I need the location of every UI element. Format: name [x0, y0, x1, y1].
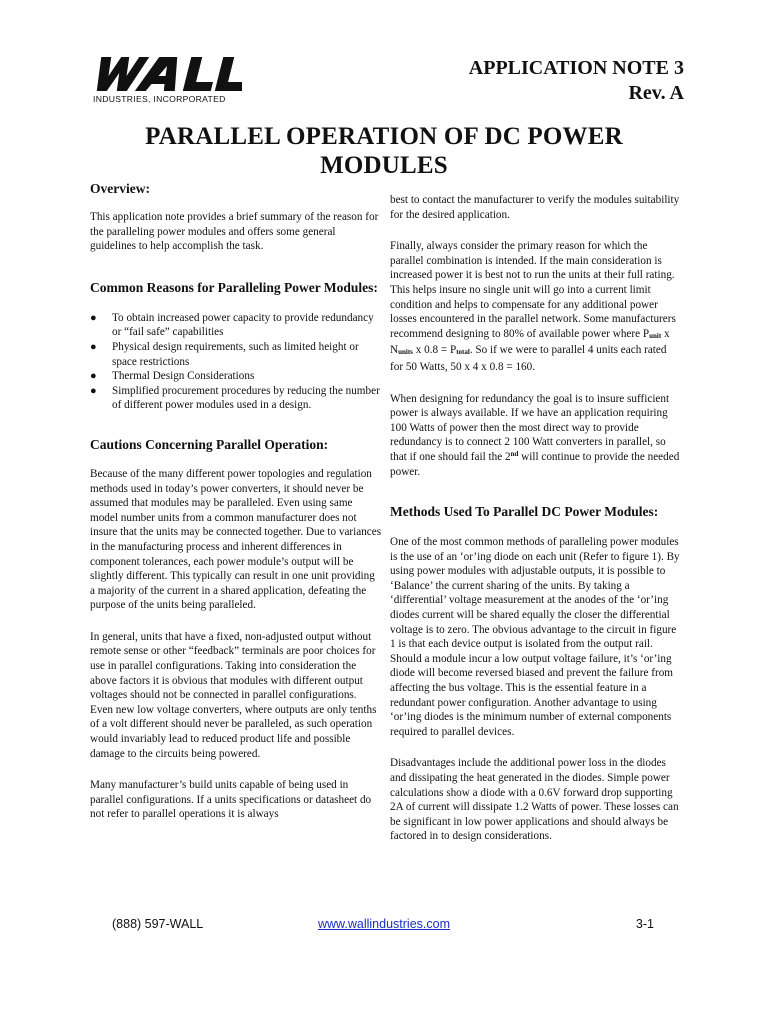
bullet-icon: ●	[90, 340, 97, 353]
logo-subtitle: INDUSTRIES, INCORPORATED	[93, 94, 226, 104]
cautions-paragraph-3: Many manufacturer’s build units capable of being used in parallel configurations. If a units specifications or datasheet do not refer to parallel operations it is always	[90, 779, 372, 821]
redundancy-text-a: When designing for redundancy the goal is to insure sufficient power is always available. If we have an application requiring 100 Watts of power then the most direct way to provide redundancy is to connect 2 100 Watt converters in parallel, so that if one should fail the 2	[390, 392, 670, 463]
continued-paragraph: best to contact the manufacturer to verify the modules suitability for the desired application.	[390, 194, 680, 221]
overview-heading: Overview:	[90, 181, 150, 196]
footer-page-number: 3-1	[635, 917, 654, 931]
formula-sub-unit: unit	[649, 331, 662, 340]
list-item-text: To obtain increased power capacity to provide redundancy or “fail safe” capabilities	[112, 311, 374, 339]
ordinal-sup: nd	[510, 449, 519, 458]
company-logo	[92, 54, 242, 106]
formula-p-total: P	[449, 344, 457, 357]
formula-sub-units: units	[398, 348, 413, 357]
page-title	[0, 122, 768, 180]
list-item-text: Thermal Design Considerations	[112, 370, 255, 383]
list-item	[90, 369, 382, 384]
revision-label: Rev. A	[628, 82, 684, 104]
note-header	[469, 56, 684, 106]
formula-p-unit: P	[642, 327, 650, 340]
reasons-heading: Common Reasons for Paralleling Power Modules:	[90, 279, 378, 295]
cautions-heading: Cautions Concerning Parallel Operation:	[90, 436, 329, 452]
title-line-2: MODULES	[320, 152, 448, 179]
formula-eq: x 0.8 =	[412, 344, 450, 357]
redundancy-paragraph	[390, 392, 682, 480]
reasons-list	[90, 311, 382, 413]
overview-paragraph: This application note provides a brief summary of the reason for the paralleling power modules and offers some general guidelines to help accomplish the task.	[90, 211, 379, 253]
list-item	[90, 384, 382, 413]
list-item-text: Simplified procurement procedures by reducing the number of different power modules used in a design.	[112, 384, 380, 412]
formula-n-units: N	[390, 344, 399, 357]
footer-website-link[interactable]: www.wallindustries.com	[318, 917, 450, 931]
bullet-icon: ●	[90, 370, 97, 383]
redundancy-text-b: will continue to provide the needed power.	[390, 450, 680, 478]
wall-logo-mark	[92, 54, 242, 94]
bullet-icon: ●	[90, 311, 97, 324]
finally-text-a: Finally, always consider the primary reason for which the parallel combination is intended. If the main consideration is increased power it is best not to run the units at their full rating. This helps insure no single unit will go into a current limit condition and helps to compensate for any additional power losses encountered in the parallel network. Some manufacturers recommend designing to 80% of available power where	[390, 240, 676, 340]
footer-phone: (888) 597-WALL	[112, 917, 204, 931]
title-line-1: PARALLEL OPERATION OF DC POWER	[145, 123, 623, 150]
formula-sub-total: total	[456, 348, 470, 357]
list-item-text: Physical design requirements, such as limited height or space restrictions	[112, 340, 359, 368]
right-column	[390, 193, 682, 844]
finally-text-b: . So if we were to parallel 4 units each rated for 50 Watts, 50 x 4 x 0.8 = 160.	[390, 344, 667, 373]
methods-paragraph-2: Disadvantages include the additional power loss in the diodes and dissipating the heat generated in the diodes. Simple power calculations show a diode with a 0.6V forward drop supporting 2A of current will dissipate 1.2 Watts of power. These losses can be significant in low power applications and should always be factored in to design considerations.	[390, 757, 679, 843]
methods-paragraph-1: One of the most common methods of paralleling power modules is the use of an ‘or’ing diode on each unit (Refer to figure 1). By using power modules with adjustable outputs, it is possible to ‘Balance’ the current sharing of the units. By taking a ‘differential’ voltage measurement at the anodes of the ‘or’ing diodes current will be shared equally the closer the differential voltage is to zero. The obvious advantage to the circuit in figure 1 is that each device output is isolated from the output rail. Should a module incur a low output voltage failure, it’s ‘or’ing diode will become reversed biased and prevent the failure from affecting the bus voltage. This is the essential feature in a redundant power configuration. Another advantage to using ‘or’ing diodes is the minimum number of external components required to parallel devices.	[390, 536, 680, 738]
finally-paragraph	[390, 239, 682, 374]
list-item	[90, 311, 382, 340]
formula-times: x	[661, 327, 670, 340]
methods-heading: Methods Used To Parallel DC Power Modules:	[390, 504, 659, 520]
left-column	[90, 180, 382, 822]
cautions-paragraph-2: In general, units that have a fixed, non-adjusted output without remote sense or other “feedback” terminals are poor choices for use in parallel configurations. Taking into consideration the above factors it is obvious that modules with different output voltages should not be connected in parallel configurations. Even new low voltage converters, where outputs are only tenths of a volt different should never be paralleled, as such operation would invariably lead to reduced product life and possible damage to the circuits being powered.	[90, 630, 377, 760]
cautions-paragraph-1: Because of the many different power topologies and regulation methods used in today’s power converters, it should never be assumed that modules may be paralleled. Even using same model number units from a common manufacturer does not insure that the units may be connected together. Due to variances in the manufacturing process and inherent differences in component tolerances, each power module’s output will be slightly different. This typically can result in one unit providing a majority of the current in a shared application, defeating the purpose of the units being paralleled.	[90, 467, 382, 612]
page-footer	[0, 917, 768, 933]
bullet-icon: ●	[90, 384, 97, 397]
list-item	[90, 340, 382, 369]
application-note-label: APPLICATION NOTE 3	[468, 57, 684, 79]
